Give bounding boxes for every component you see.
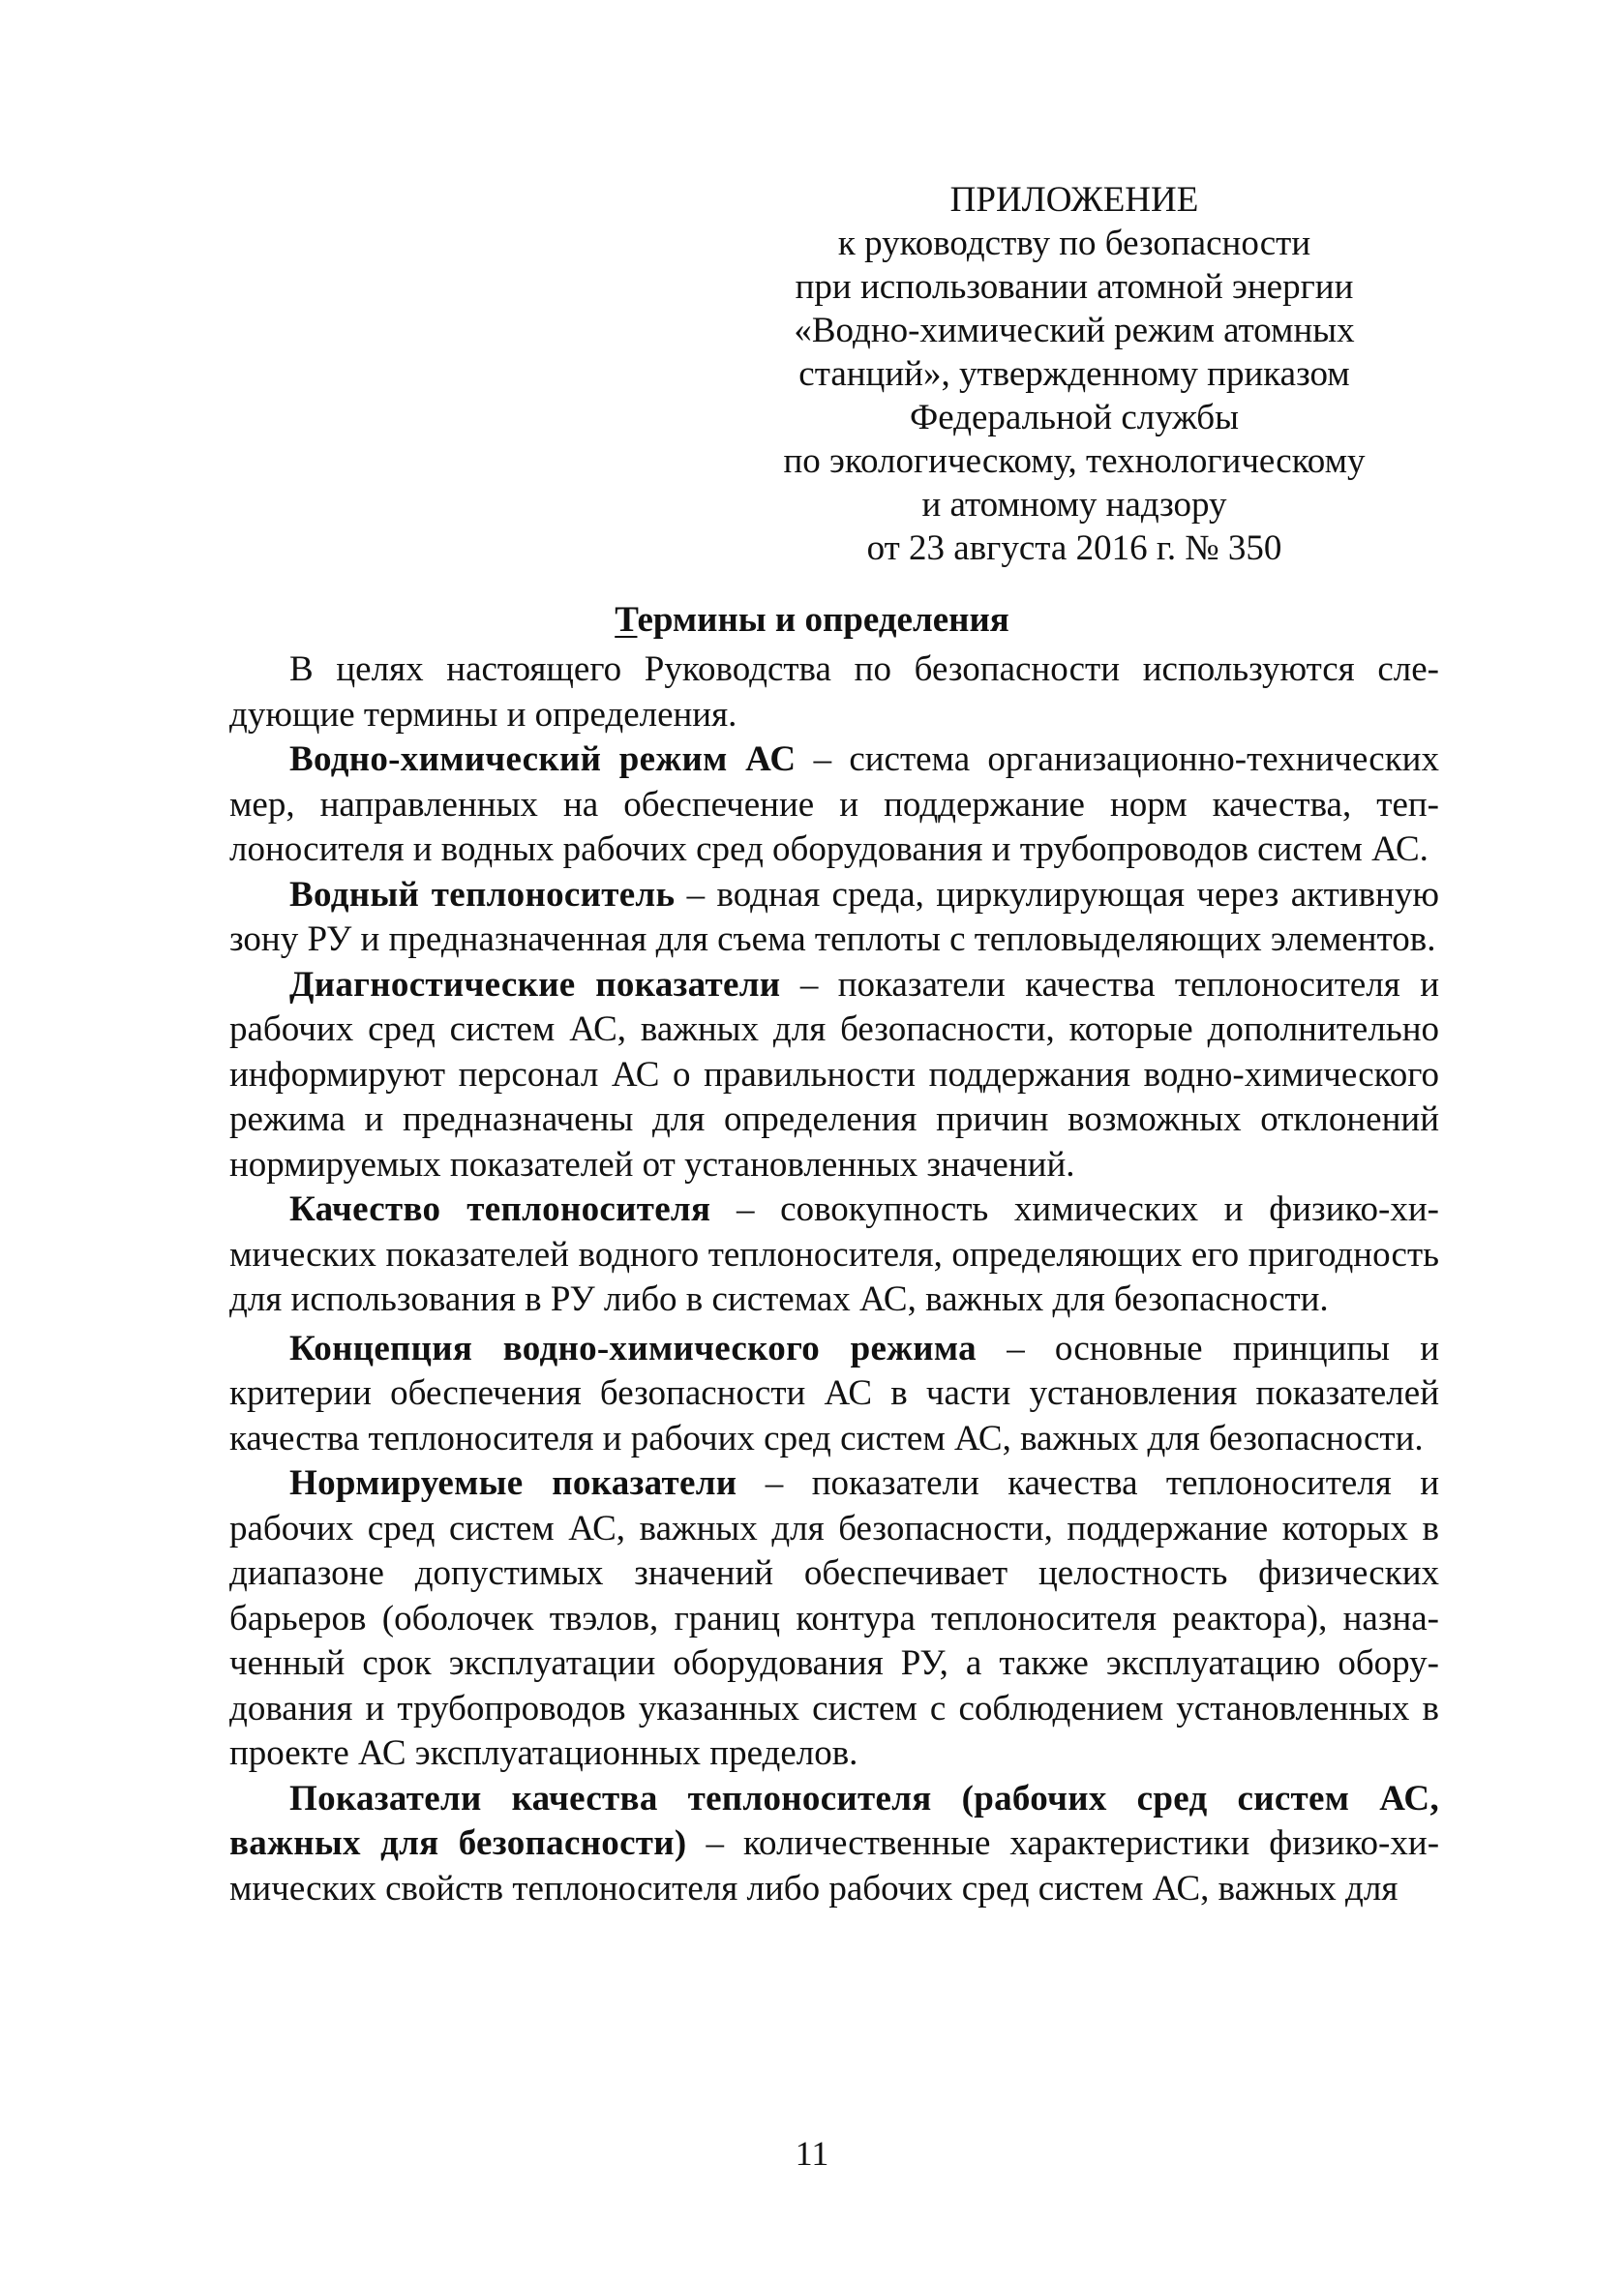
page-number: 11 [795,2134,829,2173]
appendix-line: от 23 августа 2016 г. № 350 [866,528,1282,568]
term-paragraph [229,1327,1439,1462]
term-paragraph [229,737,1439,873]
appendix-line: к руководству по безопасности [837,224,1311,263]
term-definition: – показатели качества теплоносителя и рабочих сред систем АС, важных для безопасности, поддержание которых в диапазоне допустимых значений обеспечивает целостность физических барьеров (оболочек твэлов, границ контура теплоносителя реактора), назначенный срок эксплуатации оборудования РУ, а также эксплуатацию оборудования и трубопроводов указанных систем с соблюдением установленных в проекте АС эксплуатационных пределов. [229,1463,1440,1773]
term-name: Водный теплоноситель [289,874,676,915]
appendix-header [736,178,1413,570]
term-paragraph [229,1461,1439,1777]
term-name: Нормируемые показатели [289,1463,737,1503]
term-paragraph [229,963,1439,1188]
term-paragraph [229,873,1439,963]
appendix-line: по экологическому, технологическому [783,441,1366,481]
term-definition: – водная среда, циркулирующая через активную зону РУ и предназначенная для съема теплоты с тепловыделяющих элементов. [229,874,1439,959]
term-name: Диагностические показатели [289,964,781,1005]
appendix-line: Федеральной службы [909,398,1239,437]
term-name: Качество теплоносителя [289,1189,711,1229]
term-definition: – совокупность химических и физико-химических показателей водного теплоносителя, определяющих его пригодность для использования в РУ либо в системах АС, важных для безопасности. [229,1189,1439,1319]
term-definition: – система организационно-технических мер, направленных на обеспечение и поддержание норм качества, теплоносителя и водных рабочих сред оборудования и трубопроводов систем АС. [229,739,1439,869]
term-definition: – основные принципы и критерии обеспечения безопасности АС в части установления показателей качества теплоносителя и рабочих сред систем АС, важных для безопасности. [229,1328,1440,1458]
appendix-line: и атомному надзору [921,485,1227,525]
term-name: Концепция водно-химического режима [289,1328,977,1368]
appendix-title: ПРИЛОЖЕНИЕ [949,180,1199,220]
term-definition: – показатели качества теплоносителя и рабочих сред систем АС, важных для безопасности, которые дополнительно информируют персонал АС о правильности поддержания водно-химического режима и предназначены для определения причин возможных отклонений нормируемых показателей от установленных значений. [229,964,1439,1185]
section-title-underlined: Т [615,600,638,640]
appendix-line: при использовании атомной энергии [795,267,1354,307]
appendix-line: станций», утвержденному приказом [798,354,1350,394]
term-definition: – количественные характеристики физико-химических свойств теплоносителя либо рабочих сред систем АС, важных для [229,1823,1440,1909]
term-name: Показатели качества теплоносителя (рабочих сред систем АС, важных для безопасности) [229,1778,1439,1863]
term-paragraph [229,1188,1439,1323]
appendix-line: «Водно-химический режим атомных [794,311,1355,350]
term-paragraph [229,1777,1439,1912]
term-name: Водно-химический режим АС [289,739,797,779]
intro-paragraph: В целях настоящего Руководства по безопасности используются следующие термины и определения. [229,649,1439,735]
section-title-rest: ермины и определения [637,600,1009,640]
document-body [229,647,1439,1911]
section-title [0,598,1624,642]
